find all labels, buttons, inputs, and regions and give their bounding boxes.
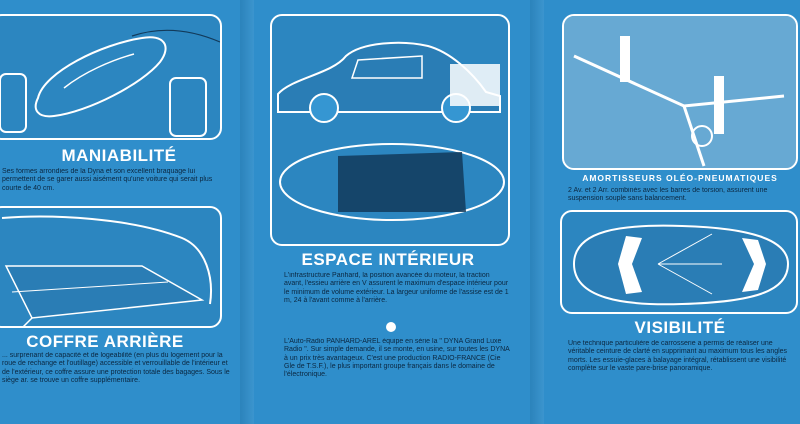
coffre-title: COFFRE ARRIÈRE <box>26 332 184 351</box>
panel-fold-right <box>530 0 544 424</box>
suspension-drawing <box>564 16 798 170</box>
car-interior-drawing <box>272 16 510 246</box>
amortisseurs-illustration <box>562 14 798 170</box>
car-visibility-drawing <box>562 212 798 314</box>
espace-text: L'infrastructure Panhard, la position avancée du moteur, la traction avant, l'essieu arrière en V assurent le maximum d'espace intérieur pour le minimum de volume extérieur. La largeur uniforme de l'assise est de 1 m, 24 à l'avant comme à l'arrière. <box>284 272 509 304</box>
car-turning-drawing <box>0 16 222 140</box>
espace-illustration <box>270 14 510 246</box>
trunk-drawing <box>0 208 222 328</box>
section-bullet <box>386 322 396 332</box>
espace-title: ESPACE INTÉRIEUR <box>301 250 475 269</box>
maniabilite-text: Ses formes arrondies de la Dyna et son excellent braquage lui permettent de se garer aussi aisément qu'une voiture qui serait plus courte de 40 cm. <box>2 168 213 192</box>
coffre-illustration <box>0 206 222 328</box>
visibilite-text: Une technique particulière de carrosserie a permis de réaliser une véritable ceinture de clarté en supprimant au maximum tous les angles morts. Les essuie-glaces à balayage intégral, rétablissent une visibilité complète sur le vaste pare-brise panoramique. <box>568 340 788 372</box>
visibilite-illustration <box>560 210 798 314</box>
maniabilite-illustration <box>0 14 222 140</box>
visibilite-title: VISIBILITÉ <box>634 318 726 337</box>
radio-text: L'Auto-Radio PANHARD-AREL équipe en série la " DYNA Grand Luxe Radio ". Sur simple demande, il se monte, en usine, sur toutes les DYNA à un prix très avantageux. C'est une production RADIO-FRANCE (Cie Gle de T.S.F.), le plus important groupe français dans le domaine de l'électronique. <box>284 338 510 379</box>
panel-fold-left <box>240 0 254 424</box>
amortisseurs-title: AMORTISSEURS OLÉO-PNEUMATIQUES <box>582 173 778 183</box>
coffre-text: ... surprenant de capacité et de logeabilité (en plus du logement pour la roue de rechange et l'outillage) accessible et verrouillable de l'intérieur et de l'extérieur, ce coffre assure une protection totale des bagages. Sous le siège ar. se trouve un coffre supplémentaire. <box>2 352 230 384</box>
maniabilite-title: MANIABILITÉ <box>61 146 177 165</box>
amortisseurs-text: 2 Av. et 2 Arr. combinés avec les barres de torsion, assurent une suspension souple sans balancement. <box>568 187 768 203</box>
